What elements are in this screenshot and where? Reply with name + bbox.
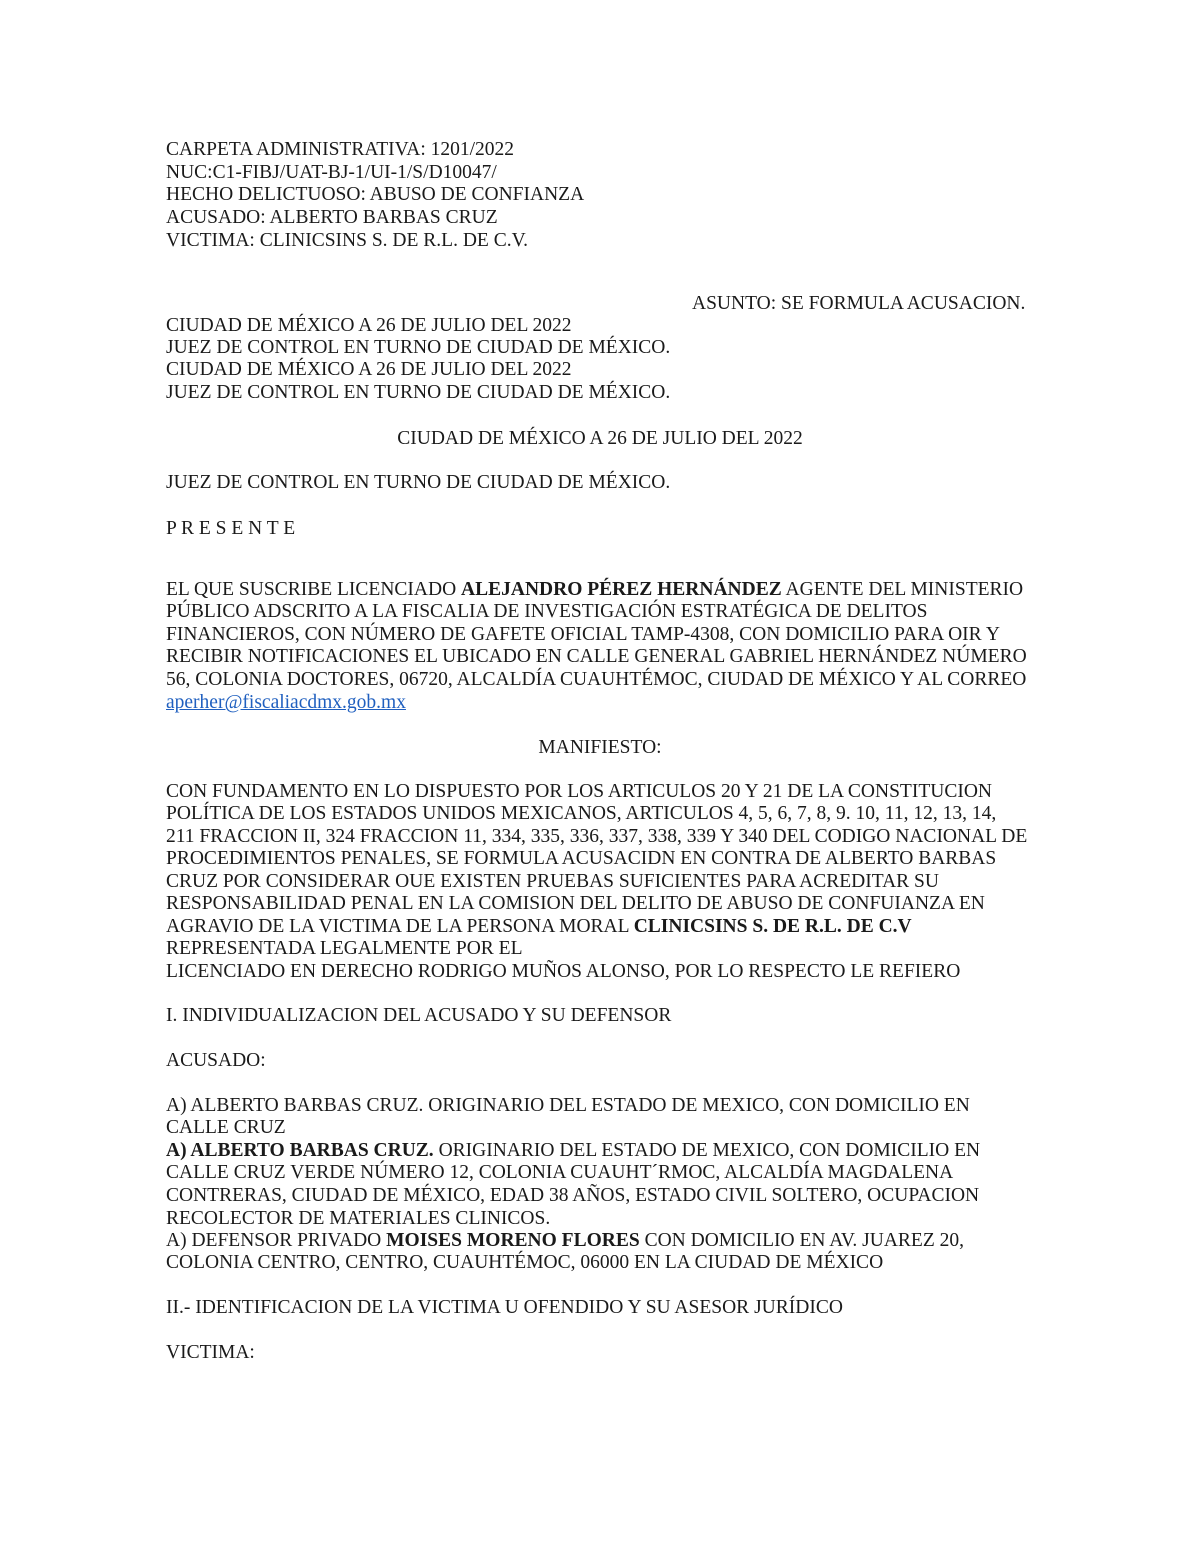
intro-line-1: EL QUE SUSCRIBE LICENCIADO ALEJANDRO PÉREZ HERNÁNDEZ AGENTE DEL MINISTERIO — [166, 579, 1024, 600]
acusado-b-line-2: CALLE CRUZ VERDE NÚMERO 12, COLONIA CUAUHT´RMOC, ALCALDÍA MAGDALENA — [166, 1162, 954, 1183]
presente-heading: P R E S E N T E — [166, 518, 296, 539]
fiscal-name: ALEJANDRO PÉREZ HERNÁNDEZ — [461, 579, 782, 600]
date-line-2: CIUDAD DE MÉXICO A 26 DE JULIO DEL 2022 — [166, 359, 572, 380]
date-line-1: CIUDAD DE MÉXICO A 26 DE JULIO DEL 2022 — [166, 315, 572, 336]
acusado-b-line-1: A) ALBERTO BARBAS CRUZ. ORIGINARIO DEL ESTADO DE MEXICO, CON DOMICILIO EN — [166, 1140, 981, 1161]
juez-heading: JUEZ DE CONTROL EN TURNO DE CIUDAD DE MÉXICO. — [166, 472, 671, 493]
juez-line-1: JUEZ DE CONTROL EN TURNO DE CIUDAD DE MÉXICO. — [166, 337, 671, 358]
intro-line-3: FINANCIEROS, CON NÚMERO DE GAFETE OFICIAL TAMP-4308, CON DOMICILIO PARA OIR Y — [166, 624, 1000, 645]
fundamento-line-1: CON FUNDAMENTO EN LO DISPUESTO POR LOS ARTICULOS 20 Y 21 DE LA CONSTITUCION — [166, 781, 992, 802]
defensor-line-2: COLONIA CENTRO, CENTRO, CUAUHTÉMOC, 06000 EN LA CIUDAD DE MÉXICO — [166, 1252, 884, 1273]
defensor-line-1: A) DEFENSOR PRIVADO MOISES MORENO FLORES CON DOMICILIO EN AV. JUAREZ 20, — [166, 1230, 964, 1251]
defensor-name: MOISES MORENO FLORES — [386, 1230, 640, 1251]
asunto-line: ASUNTO: SE FORMULA ACUSACION. — [692, 293, 1026, 314]
section-1-heading: I. INDIVIDUALIZACION DEL ACUSADO Y SU DEFENSOR — [166, 1005, 672, 1026]
intro-line-5: 56, COLONIA DOCTORES, 06720, ALCALDÍA CUAUHTÉMOC, CIUDAD DE MÉXICO Y AL CORREO — [166, 669, 1027, 690]
acusado-a-line-2: CALLE CRUZ — [166, 1117, 286, 1138]
fundamento-line-5: CRUZ POR CONSIDERAR OUE EXISTEN PRUEBAS SUFICIENTES PARA ACREDITAR SU — [166, 871, 939, 892]
juez-line-2: JUEZ DE CONTROL EN TURNO DE CIUDAD DE MÉXICO. — [166, 382, 671, 403]
fundamento-line-2: POLÍTICA DE LOS ESTADOS UNIDOS MEXICANOS, ARTICULOS 4, 5, 6, 7, 8, 9. 10, 11, 12, 13, 14, — [166, 803, 997, 824]
manifiesto-heading: MANIFIESTO: — [538, 737, 662, 758]
fundamento-line-9: LICENCIADO EN DERECHO RODRIGO MUÑOS ALONSO, POR LO RESPECTO LE REFIERO — [166, 961, 961, 982]
fundamento-line-3: 211 FRACCION II, 324 FRACCION 11, 334, 335, 336, 337, 338, 339 Y 340 DEL CODIGO NACIONAL DE — [166, 826, 1028, 847]
email-line — [166, 692, 406, 714]
acusado-label: ACUSADO: — [166, 1050, 266, 1071]
carpeta-line: CARPETA ADMINISTRATIVA: 1201/2022 — [166, 139, 515, 160]
centered-date: CIUDAD DE MÉXICO A 26 DE JULIO DEL 2022 — [397, 428, 803, 449]
hecho-line: HECHO DELICTUOSO: ABUSO DE CONFIANZA — [166, 184, 585, 205]
acusado-line: ACUSADO: ALBERTO BARBAS CRUZ — [166, 207, 498, 228]
victima-label: VICTIMA: — [166, 1342, 255, 1363]
nuc-line: NUC:C1-FIBJ/UAT-BJ-1/UI-1/S/D10047/ — [166, 162, 497, 183]
fundamento-line-8: REPRESENTADA LEGALMENTE POR EL — [166, 938, 523, 959]
victima-name: CLINICSINS S. DE R.L. DE C.V — [633, 916, 912, 937]
intro-line-2: PÚBLICO ADSCRITO A LA FISCALIA DE INVESTIGACIÓN ESTRATÉGICA DE DELITOS — [166, 601, 928, 622]
fundamento-line-6: RESPONSABILIDAD PENAL EN LA COMISION DEL DELITO DE ABUSO DE CONFUIANZA EN — [166, 893, 985, 914]
fundamento-line-4: PROCEDIMIENTOS PENALES, SE FORMULA ACUSACIDN EN CONTRA DE ALBERTO BARBAS — [166, 848, 997, 869]
email-link[interactable]: aperher@fiscaliacdmx.gob.mx — [166, 692, 406, 713]
acusado-a-line-1: A) ALBERTO BARBAS CRUZ. ORIGINARIO DEL ESTADO DE MEXICO, CON DOMICILIO EN — [166, 1095, 970, 1116]
intro-line-4: RECIBIR NOTIFICACIONES EL UBICADO EN CALLE GENERAL GABRIEL HERNÁNDEZ NÚMERO — [166, 646, 1027, 667]
section-2-heading: II.- IDENTIFICACION DE LA VICTIMA U OFENDIDO Y SU ASESOR JURÍDICO — [166, 1297, 843, 1318]
acusado-b-line-3: CONTRERAS, CIUDAD DE MÉXICO, EDAD 38 AÑOS, ESTADO CIVIL SOLTERO, OCUPACION — [166, 1185, 980, 1206]
fundamento-line-7: AGRAVIO DE LA VICTIMA DE LA PERSONA MORAL CLINICSINS S. DE R.L. DE C.V — [166, 916, 912, 937]
acusado-name: A) ALBERTO BARBAS CRUZ. — [166, 1140, 434, 1161]
acusado-b-line-4: RECOLECTOR DE MATERIALES CLINICOS. — [166, 1208, 551, 1229]
victima-line: VICTIMA: CLINICSINS S. DE R.L. DE C.V. — [166, 230, 529, 251]
